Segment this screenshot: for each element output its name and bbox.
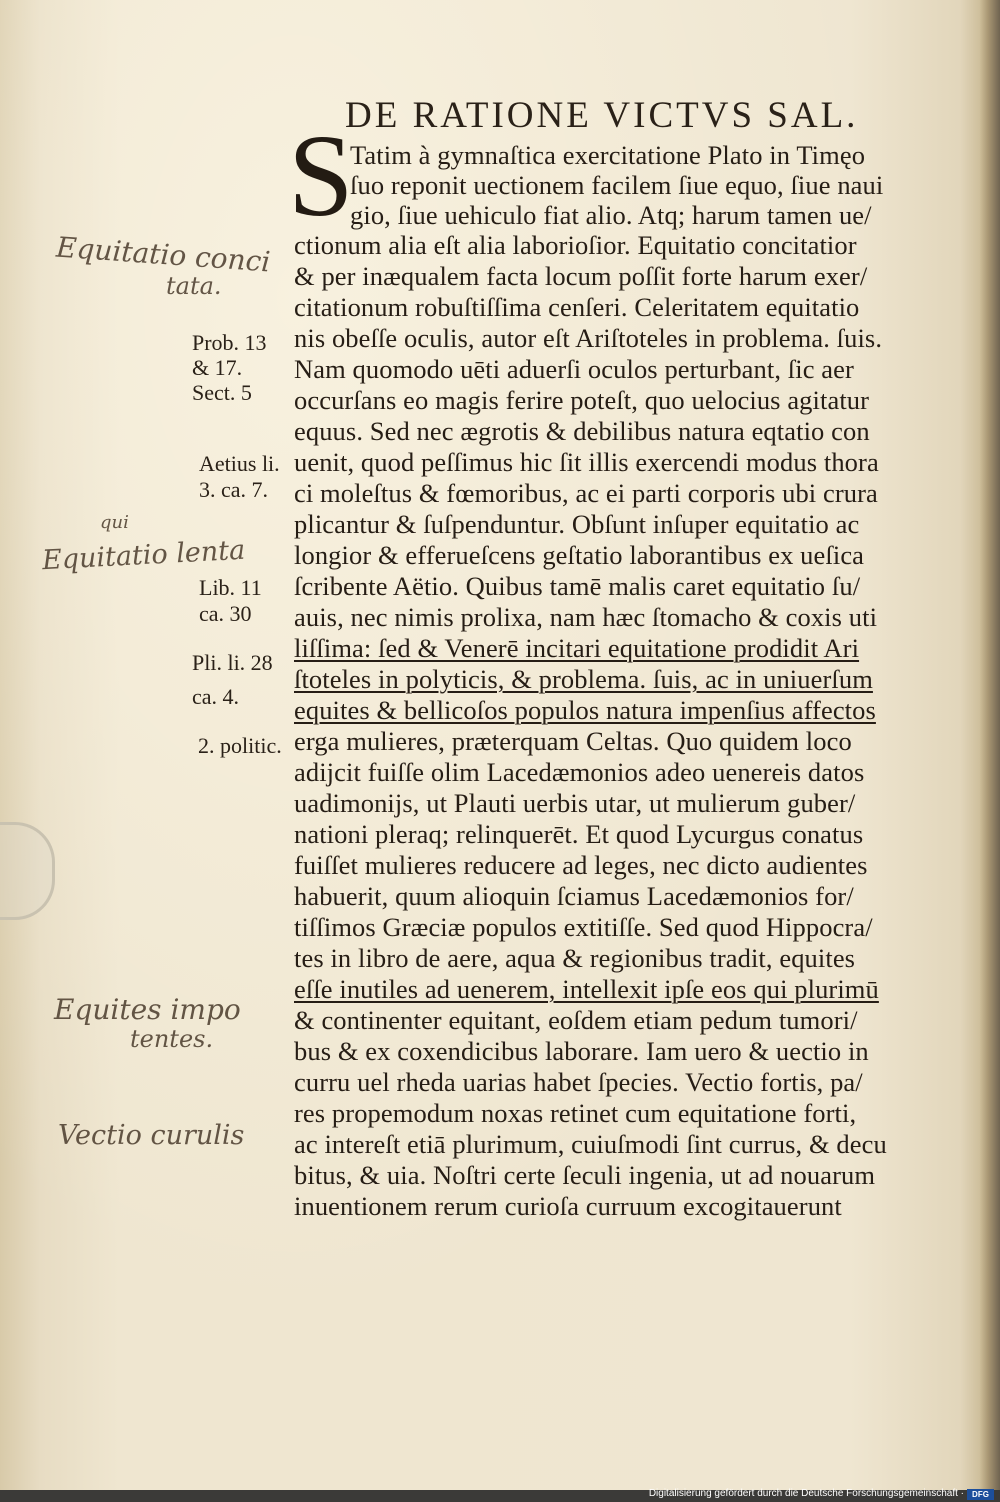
margin-note-politic: 2. politic.	[198, 733, 282, 758]
text-line-underlined: equites & bellicoſos populos natura impenſius affectos	[294, 695, 876, 725]
text-line: inuentionem rerum curioſa curruum excogitauerunt	[294, 1191, 842, 1221]
margin-note-sect2: Sect. 5	[192, 380, 252, 405]
drop-cap: S	[288, 110, 354, 241]
text-line: tiſſimos Græciæ populos extitiſſe. Sed quod Hippocra/	[294, 912, 873, 942]
text-line: citationum robuſtiſſima cenſeri. Celeritatem equitatio	[294, 292, 860, 322]
handwritten-note-3b: tentes.	[130, 1025, 214, 1053]
handwritten-note-2a: qui	[100, 512, 129, 533]
text-line: & continenter equitant, eoſdem etiam pedum tumori/	[294, 1005, 858, 1035]
margin-note-aetius1: Aetius li.	[199, 451, 280, 476]
text-line: erga mulieres, præterquam Celtas. Quo quidem loco	[294, 726, 852, 756]
margin-note-prob: Prob. 13	[192, 330, 267, 355]
margin-note-aetius2: 3. ca. 7.	[199, 477, 269, 502]
handwritten-note-1b: tata.	[166, 272, 222, 300]
text-line: bus & ex coxendicibus laborare. Iam uero & uectio in	[294, 1036, 869, 1066]
footer-credit: Digitalisierung gefördert durch die Deutsche Forschungsgemeinschaft ·	[648, 1488, 964, 1499]
text-line-underlined: liſſima: ſed & Venerē incitari equitatione prodidit Ari	[294, 633, 860, 663]
text-line: tes in libro de aere, aqua & regionibus tradit, equites	[294, 943, 856, 973]
text-line: habuerit, quum alioquin ſciamus Lacedæmonios for/	[294, 881, 854, 911]
margin-note-pli2: ca. 4.	[192, 684, 240, 709]
text-line: plicantur & ſuſpenduntur. Obſunt inſuper equitatio ac	[294, 509, 860, 539]
text-line: occurſans eo magis ferire poteſt, quo uelocius agitatur	[294, 385, 870, 415]
margin-note-lib1: Lib. 11	[199, 575, 262, 600]
text-line: uadimonijs, ut Plauti uerbis utar, ut mulierum guber/	[294, 788, 856, 818]
text-line: adijcit fuiſſe olim Lacedæmonios adeo uenereis datos	[294, 757, 865, 787]
text-line-underlined: eſſe inutiles ad uenerem, intellexit ipſe eos qui plurimū	[294, 974, 879, 1004]
handwritten-note-1a: Equitatio conci	[55, 230, 272, 279]
text-line: ſcribente Aëtio. Quibus tamē malis caret equitatio ſu/	[294, 571, 861, 601]
text-line: uenit, quod peſſimus hic ſit illis exercendi modus thora	[294, 447, 879, 477]
text-line: auis, nec nimis prolixa, nam hæc ſtomacho & coxis uti	[294, 602, 878, 632]
dfg-logo: DFG	[967, 1489, 994, 1500]
text-line: ac intereſt etiā plurimum, cuiuſmodi ſint currus, & decu	[294, 1129, 887, 1159]
text-line: longior & efferueſcens geſtatio laborantibus ex ueſica	[294, 540, 865, 570]
margin-note-lib2: ca. 30	[199, 601, 252, 626]
running-head: DE RATIONE VICTVS SAL.	[345, 95, 859, 136]
text-line: nis obeſſe oculis, autor eſt Ariſtoteles in problema. ſuis.	[294, 323, 883, 353]
text-line: curru uel rheda uarias habet ſpecies. Vectio fortis, pa/	[294, 1067, 863, 1097]
text-line: fuiſſet mulieres reducere ad leges, nec dicto audientes	[294, 850, 868, 880]
margin-note-sect1: & 17.	[192, 355, 243, 380]
margin-note-pli1: Pli. li. 28	[192, 650, 273, 675]
text-line: ctionum alia eſt alia laborioſior. Equitatio concitatior	[294, 230, 857, 260]
page-edge	[980, 0, 1000, 1490]
text-line: nationi pleraq; relinquerēt. Et quod Lycurgus conatus	[294, 819, 864, 849]
text-line-underlined: ſtoteles in polyticis, & problema. ſuis, ac in uniuerſum	[294, 664, 873, 694]
text-line: gio, ſiue uehiculo fiat alio. Atq; harum tamen ue/	[350, 200, 872, 230]
text-line: ſuo reponit uectionem facilem ſiue equo, ſiue naui	[350, 170, 884, 200]
text-line: Tatim à gymnaſtica exercitatione Plato in Timęo	[350, 140, 866, 170]
text-line: equus. Sed nec ægrotis & debilibus natura eqtatio con	[294, 416, 870, 446]
text-line: & per inæqualem facta locum poſſit forte harum exer/	[294, 261, 868, 291]
text-line: ci moleſtus & fœmoribus, ac ei parti corporis ubi crura	[294, 478, 878, 508]
handwritten-note-4: Vectio curulis	[58, 1120, 245, 1151]
handwritten-note-2b: Equitatio lenta	[41, 534, 246, 577]
text-line: Nam quomodo uēti aduerſi oculos perturbant, ſic aer	[294, 354, 854, 384]
handwritten-note-3a: Equites impo	[54, 993, 241, 1026]
text-line: bitus, & uia. Noſtri certe ſeculi ingenia, ut ad nouarum	[294, 1160, 876, 1190]
text-line: res propemodum noxas retinet cum equitatione forti,	[294, 1098, 857, 1128]
